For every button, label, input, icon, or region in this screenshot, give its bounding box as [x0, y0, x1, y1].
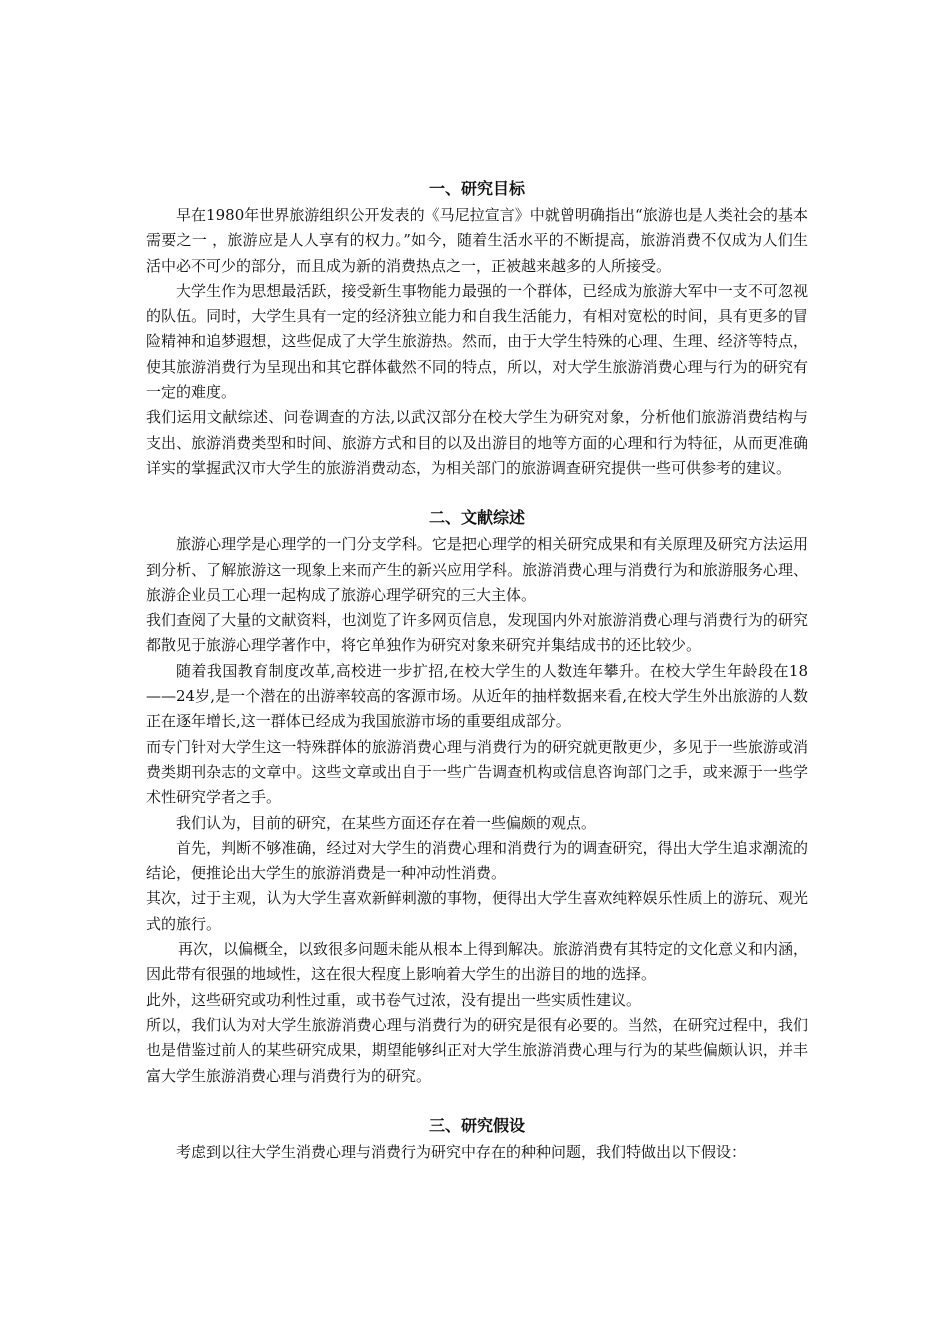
- section-heading: 三、研究假设: [428, 1115, 525, 1135]
- paragraph: 旅游心理学是心理学的一门分支学科。它是把心理学的相关研究成果和有关原理及研究方法运用到分析、了解旅游这一现象上来而产生的新兴应用学科。旅游消费心理与消费行为和旅游服务心理、旅游企业员工心理一起构成了旅游心理学研究的三大主体。: [146, 535, 808, 604]
- paragraph: 我们运用文献综述、问卷调查的方法,以武汉部分在校大学生为研究对象，分析他们旅游消费结构与支出、旅游消费类型和时间、旅游方式和目的以及出游目的地等方面的心理和行为特征，从而更准确详实的掌握武汉市大学生的旅游消费动态，为相关部门的旅游调查研究提供一些可供参考的建议。: [146, 408, 808, 477]
- paragraph: 大学生作为思想最活跃，接受新生事物能力最强的一个群体，已经成为旅游大军中一支不可忽视的队伍。同时，大学生具有一定的经济独立能力和自我生活能力，有相对宽松的时间，具有更多的冒险精神和追梦遐想，这些促成了大学生旅游热。然而，由于大学生特殊的心理、生理、经济等特点，使其旅游消费行为呈现出和其它群体截然不同的特点，所以，对大学生旅游消费心理与行为的研究有一定的难度。: [146, 281, 808, 402]
- paragraph: 此外，这些研究或功利性过重，或书卷气过浓，没有提出一些实质性建议。: [146, 990, 642, 1009]
- paragraph: 随着我国教育制度改革,高校进一步扩招,在校大学生的人数连年攀升。在校大学生年龄段在18——24岁,是一个潜在的出游率较高的客源市场。从近年的抽样数据来看,在校大学生外出旅游的人数正在逐年增长,这一群体已经成为我国旅游市场的重要组成部分。: [146, 661, 808, 731]
- section-research-hypothesis: [146, 1113, 808, 1165]
- paragraph: 而专门针对大学生这一特殊群体的旅游消费心理与消费行为的研究就更散更少，多见于一些旅游或消费类期刊杂志的文章中。这些文章或出自于一些广告调查机构或信息咨询部门之手，或来源于一些学术性研究学者之手。: [146, 737, 808, 807]
- paragraph: 我们认为，目前的研究，在某些方面还存在着一些偏颇的观点。: [176, 813, 597, 832]
- paragraph: 再次，以偏概全，以致很多问题未能从根本上得到解决。旅游消费有其特定的文化意义和内涵，因此带有很强的地域性，这在很大程度上影响着大学生的出游目的地的选择。: [146, 940, 809, 984]
- paragraph: 其次，过于主观，认为大学生喜欢新鲜刺激的事物，便得出大学生喜欢纯粹娱乐性质上的游玩、观光式的旅行。: [146, 889, 808, 933]
- section-literature-review: [146, 505, 808, 1089]
- section-heading: 一、研究目标: [428, 179, 525, 198]
- paragraph: 考虑到以往大学生消费心理与消费行为研究中存在的种种问题，我们特做出以下假设：: [176, 1142, 747, 1161]
- paragraph: 我们查阅了大量的文献资料，也浏览了许多网页信息，发现国内外对旅游消费心理与消费行为的研究都散见于旅游心理学著作中，将它单独作为研究对象来研究并集结成书的还比较少。: [146, 611, 808, 655]
- paragraph: 首先，判断不够准确，经过对大学生的消费心理和消费行为的调查研究，得出大学生追求潮流的结论，便推论出大学生的旅游消费是一种冲动性消费。: [146, 838, 808, 883]
- document-page: [146, 172, 808, 1165]
- paragraph: 早在1980年世界旅游组织公开发表的《马尼拉宣言》中就曾明确指出“旅游也是人类社会的基本需要之一 ，旅游应是人人享有的权力。”如今，随着生活水平的不断提高，旅游消费不仅成为人们生活中必不可少的部分，而且成为新的消费热点之一，正被越来越多的人所接受。: [146, 206, 808, 275]
- section-heading: 二、文献综述: [428, 508, 525, 528]
- paragraph: 所以，我们认为对大学生旅游消费心理与消费行为的研究是很有必要的。当然，在研究过程中，我们也是借鉴过前人的某些研究成果，期望能够纠正对大学生旅游消费心理与行为的某些偏颇认识，并丰富大学生旅游消费心理与消费行为的研究。: [146, 1015, 808, 1085]
- section-research-goal: [146, 176, 808, 481]
